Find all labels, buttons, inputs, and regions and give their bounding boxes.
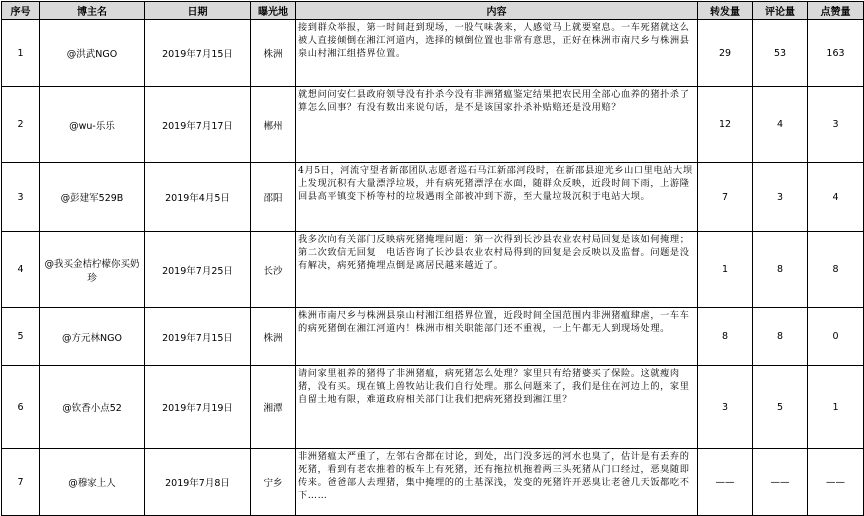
row-likes: 163 bbox=[808, 20, 864, 87]
row-author: @穆家上人 bbox=[40, 449, 145, 516]
row-date: 2019年7月17日 bbox=[145, 87, 251, 163]
row-date: 2019年4月5日 bbox=[145, 163, 251, 232]
row-index: 5 bbox=[2, 308, 40, 366]
row-comments: —— bbox=[753, 449, 808, 516]
row-location: 株洲 bbox=[251, 20, 296, 87]
row-comments: 8 bbox=[753, 232, 808, 308]
row-date: 2019年7月25日 bbox=[145, 232, 251, 308]
row-location: 宁乡 bbox=[251, 449, 296, 516]
row-index: 4 bbox=[2, 232, 40, 308]
row-shares: 29 bbox=[698, 20, 753, 87]
header-index: 序号 bbox=[2, 2, 40, 20]
row-likes: 1 bbox=[808, 366, 864, 449]
row-likes: 4 bbox=[808, 163, 864, 232]
row-location: 长沙 bbox=[251, 232, 296, 308]
row-comments: 5 bbox=[753, 366, 808, 449]
header-location: 曝光地 bbox=[251, 2, 296, 20]
header-likes: 点赞量 bbox=[808, 2, 864, 20]
header-content: 内容 bbox=[296, 2, 698, 20]
table-row bbox=[2, 366, 864, 449]
row-shares: 1 bbox=[698, 232, 753, 308]
table-row bbox=[2, 232, 864, 308]
row-index: 7 bbox=[2, 449, 40, 516]
row-date: 2019年7月19日 bbox=[145, 366, 251, 449]
row-comments: 4 bbox=[753, 87, 808, 163]
table-row bbox=[2, 163, 864, 232]
row-content: 4月5日，河流守望者新邵团队志愿者巡石马江新邵河段时，在新邵县迎光乡山口里电站大坝上发现沉积有大量漂浮垃圾，并有病死猪漂浮在水面，随群众反映，近段时间下雨，上游隆回县高平镇变下桥等村的垃圾遇雨全部被冲到下游，至大量垃圾沉积于电站大坝。 bbox=[296, 163, 698, 232]
row-content: 非洲猪瘟太严重了，左邻右舍都在讨论，到处，出门没多远的河水也臭了，估计是有丢弃的死猪，看到有老农推着的板车上有死猪，还有拖拉机拖着两三头死猪从门口经过，恶臭随即传来。爸爸部人去理猪，集中掩埋的的土基深浅，发变的死猪许开恶臭让老爸几天饭都吃不下…… bbox=[296, 449, 698, 516]
row-date: 2019年7月15日 bbox=[145, 308, 251, 366]
row-index: 2 bbox=[2, 87, 40, 163]
row-shares: 12 bbox=[698, 87, 753, 163]
row-date: 2019年7月8日 bbox=[145, 449, 251, 516]
row-author: @洪武NGO bbox=[40, 20, 145, 87]
row-author: @wu-乐乐 bbox=[40, 87, 145, 163]
table-row bbox=[2, 449, 864, 516]
row-author: @我买金桔柠檬你买奶珍 bbox=[40, 232, 145, 308]
row-content: 就想问问安仁县政府领导没有扑杀今没有非洲猪瘟鉴定结果把农民用全部心血养的猪扑杀了算怎么回事？有没有数出来说句话，是不是该国家扑杀补贴赔还是没用赔？ bbox=[296, 87, 698, 163]
table-row bbox=[2, 20, 864, 87]
header-comments: 评论量 bbox=[753, 2, 808, 20]
row-date: 2019年7月15日 bbox=[145, 20, 251, 87]
row-location: 株洲 bbox=[251, 308, 296, 366]
row-index: 1 bbox=[2, 20, 40, 87]
table-row bbox=[2, 308, 864, 366]
row-location: 湘潭 bbox=[251, 366, 296, 449]
row-shares: 3 bbox=[698, 366, 753, 449]
row-index: 6 bbox=[2, 366, 40, 449]
row-likes: 8 bbox=[808, 232, 864, 308]
header-shares: 转发量 bbox=[698, 2, 753, 20]
row-location: 邵阳 bbox=[251, 163, 296, 232]
row-content: 我多次向有关部门反映病死猪掩埋问题：第一次得到长沙县农业农村局回复是该如何掩理；第二次致信无回复 电话咨询了长沙县农业农村局得到的回复是会反映以及监督。问题是没有解决，病死猪掩埋点倒是离居民越来越近了。 bbox=[296, 232, 698, 308]
row-author: @彭建军529B bbox=[40, 163, 145, 232]
row-author: @方元林NGO bbox=[40, 308, 145, 366]
header-author: 博主名 bbox=[40, 2, 145, 20]
header-date: 日期 bbox=[145, 2, 251, 20]
row-author: @钦香小点52 bbox=[40, 366, 145, 449]
row-likes: 0 bbox=[808, 308, 864, 366]
weibo-reports-table bbox=[1, 1, 864, 516]
row-likes: —— bbox=[808, 449, 864, 516]
row-comments: 3 bbox=[753, 163, 808, 232]
row-shares: 7 bbox=[698, 163, 753, 232]
table-row bbox=[2, 87, 864, 163]
row-content: 接到群众举报，第一时间赶到现场，一股气味袭来，人感觉马上就要窒息。一车死猪就这么被人直接倾倒在湘江河道内，选择的倾倒位置也非常有意思，正好在株洲市南尺乡与株洲县泉山村湘江组搭界位置。 bbox=[296, 20, 698, 87]
row-likes: 3 bbox=[808, 87, 864, 163]
header-row bbox=[2, 2, 864, 20]
row-comments: 53 bbox=[753, 20, 808, 87]
row-shares: —— bbox=[698, 449, 753, 516]
row-location: 郴州 bbox=[251, 87, 296, 163]
row-comments: 8 bbox=[753, 308, 808, 366]
row-content: 请问家里祖养的猪得了非洲猪瘟，病死猪怎么处理？家里只有给猪婆买了保险。这就瘦肉猪，没有买。现在镇上兽牧站让我们自行处理。那么问题来了，我们是住在河边上的，家里自留土地有限，难道政府相关部门让我们把病死猪投到湘江里？ bbox=[296, 366, 698, 449]
row-index: 3 bbox=[2, 163, 40, 232]
row-content: 株洲市南尺乡与株洲县泉山村湘江组搭界位置，近段时间全国范围内非洲猪瘟肆虐，一车车的病死猪倒在湘江河道内！株洲市相关职能部门还不重视，一上午都无人到现场处理。 bbox=[296, 308, 698, 366]
row-shares: 8 bbox=[698, 308, 753, 366]
